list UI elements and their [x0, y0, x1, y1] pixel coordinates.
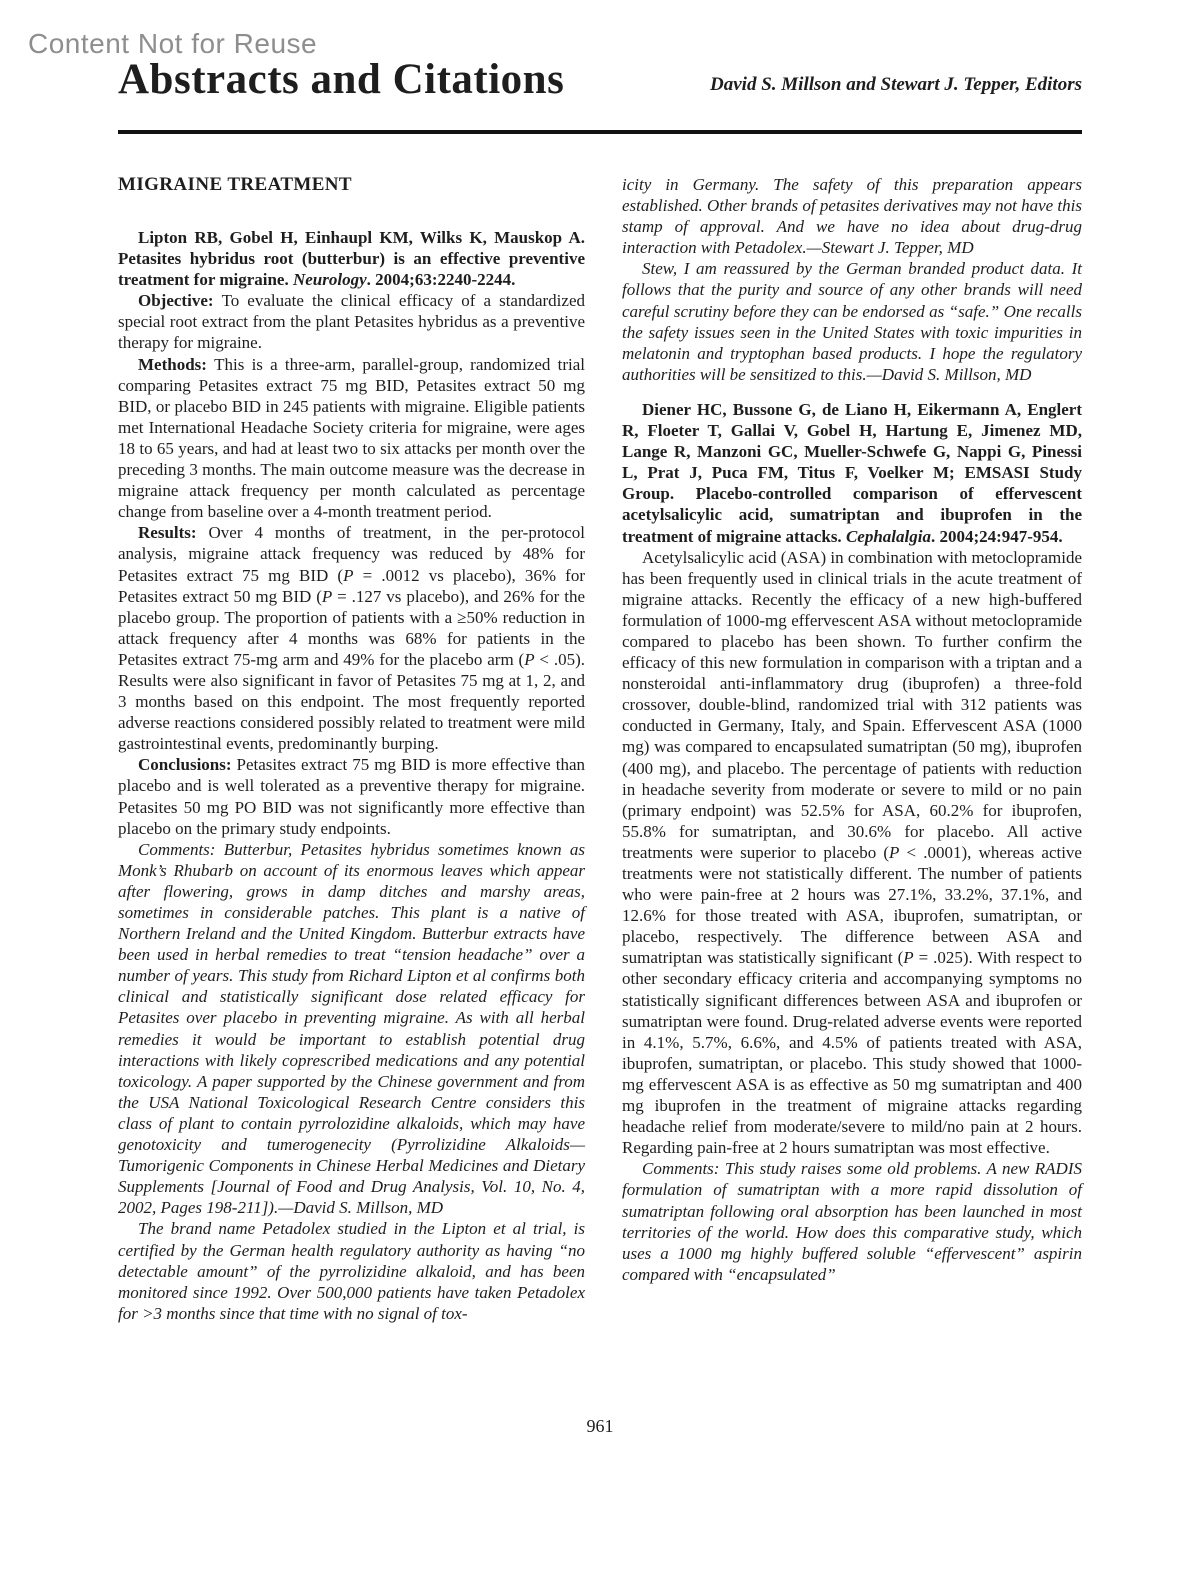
- objective-paragraph: Objective: To evaluate the clinical efficacy of a standardized special root extract from the plant Petasites hybridus as a preventive therapy for migraine.: [118, 291, 585, 353]
- citation-paragraph: Diener HC, Bussone G, de Liano H, Eikermann A, Englert R, Floeter T, Gallai V, Gobel H, Hartung E, Jimenez MD, Lange R, Manzoni GC, Mueller-Schwefe G, Nappi G, Pinessi L, Prat J, Puca FM, Titus F, Voelker M; EMSASI Study Group. Placebo-controlled comparison of effervescent acetylsalicylic acid, sumatriptan and ibuprofen in the treatment of migraine attacks. Cephalalgia. 2004;24:947-954.: [622, 399, 1082, 546]
- comments-paragraph: Stew, I am reassured by the German branded product data. It follows that the purity and source of any other brands will need careful scrutiny before they can be endorsed as “safe.” One recalls the safety issues seen in the United States with toxic impurities in melatonin and tryptophan based products. I hope the regulatory authorities will be sensitized to this.—David S. Millson, MD: [622, 259, 1082, 384]
- results-paragraph: Results: Over 4 months of treatment, in the per-protocol analysis, migraine attack frequency was reduced by 48% for Petasites extract 75 mg BID (P = .0012 vs placebo), 36% for Petasites extract 50 mg BID (P = .127 vs placebo), and 26% for the placebo group. The proportion of patients with a ≥50% reduction in attack frequency after 4 months was 68% for patients in the Petasites extract 75-mg arm and 49% for the placebo arm (P < .05). Results were also significant in favor of Petasites 75 mg at 1, 2, and 3 months based on this endpoint. The most frequently reported adverse reactions considered possibly related to treatment were mild gastrointestinal events, predominantly burping.: [118, 523, 586, 754]
- header-rule: [118, 130, 1082, 134]
- page-number: 961: [586, 1416, 614, 1436]
- citation-paragraph: Lipton RB, Gobel H, Einhaupl KM, Wilks K, Mauskop A. Petasites hybridus root (butterbur) is an effective preventive treatment for migraine. Neurology. 2004;63:2240-2244.: [118, 228, 585, 290]
- comments-paragraph: The brand name Petadolex studied in the Lipton et al trial, is certified by the German health regulatory authority as having “no detectable amount” of the pyrrolizidine alkaloid, and has been monitored since 1992. Over 500,000 patients have taken Petadolex for >3 months since that time with no signal of tox-: [118, 1219, 585, 1323]
- article-body: [118, 174, 1082, 1324]
- editors-credit: David S. Millson and Stewart J. Tepper, Editors: [710, 74, 1082, 96]
- comments-paragraph: Comments: Butterbur, Petasites hybridus sometimes known as Monk’s Rhubarb on account of its enormous leaves which appear after flowering, grows in damp ditches and marshy areas, sometimes in considerable patches. This plant is a native of Northern Ireland and the United Kingdom. Butterbur extracts have been used in herbal remedies to treat “tension headache” over a number of years. This study from Richard Lipton et al confirms both clinical and statistically significant dose related efficacy for Petasites over placebo in preventing migraine. As with all herbal remedies it would be important to establish potential drug interactions with likely coprescribed medications and any potential toxicology. A paper supported by the Chinese government and from the USA National Toxicological Research Centre considers this class of plant to contain pyrrolozidine alkaloids, which may have genotoxicity and tumerogenecity (Pyrrolizidine Alkaloids—Tumorigenic Components in Chinese Herbal Medicines and Dietary Supplements [Journal of Food and Drug Analysis, Vol. 10, No. 4, 2002, Pages 198-211]).—David S. Millson, MD: [118, 839, 585, 1218]
- comments-continuation-paragraph: icity in Germany. The safety of this preparation appears established. Other brands of petasites derivatives may not have this stamp of approval. And we have no idea about drug-drug interaction with Petadolex.—Stewart J. Tepper, MD: [622, 175, 1082, 258]
- comments-paragraph: Comments: This study raises some old problems. A new RADIS formulation of sumatriptan with a more rapid dissolution of sumatriptan following oral absorption has been launched in most territories of the world. How does this comparative study, which uses a 1000 mg highly buffered soluble “effervescent” aspirin compared with “encapsulated”: [622, 1159, 1082, 1284]
- page-title: Abstracts and Citations: [118, 56, 565, 103]
- page-header: [118, 56, 1082, 103]
- abstract-paragraph: Acetylsalicylic acid (ASA) in combination with metoclopramide has been frequently used in clinical trials in the acute treatment of migraine attacks. Recently the efficacy of a new high-buffered formulation of 1000-mg effervescent ASA without metoclopramide compared to placebo has been shown. To further confirm the efficacy of this new formulation in comparison with a triptan and a nonsteroidal anti-inflammatory drug (ibuprofen) a three-fold crossover, double-blind, randomized trial with 312 patients was conducted in Germany, Italy, and Spain. Effervescent ASA (1000 mg) was compared to encapsulated sumatriptan (50 mg), ibuprofen (400 mg), and placebo. The percentage of patients with reduction in headache severity from moderate or severe to mild or no pain (primary endpoint) was 52.5% for ASA, 60.2% for ibuprofen, 55.8% for sumatriptan, and 30.6% for placebo. All active treatments were superior to placebo (P < .0001), whereas active treatments were not statistically different. The number of patients who were pain-free at 2 hours was 27.1%, 33.2%, 37.1%, and 12.6% for those treated with ASA, ibuprofen, sumatriptan, or placebo, respectively. The difference between ASA and sumatriptan was statistically significant (P = .025). With respect to other secondary efficacy criteria and accompanying symptoms no statistically significant differences between ASA and ibuprofen or sumatriptan were found. Drug-related adverse events were reported in 4.1%, 5.7%, 6.6%, and 4.5% of patients treated with ASA, ibuprofen, sumatriptan, or placebo. This study showed that 1000-mg effervescent ASA is as effective as 50 mg sumatriptan and 400 mg ibuprofen in the treatment of migraine attacks regarding headache relief from moderate/severe to mild/no pain at 2 hours. Regarding pain-free at 2 hours sumatriptan was most effective.: [622, 547, 1082, 1158]
- column-left: [118, 174, 585, 1324]
- section-heading: MIGRAINE TREATMENT: [118, 174, 352, 195]
- conclusions-paragraph: Conclusions: Petasites extract 75 mg BID is more effective than placebo and is well tolerated as a preventive therapy for migraine. Petasites 50 mg PO BID was not significantly more effective than placebo on the primary study endpoints.: [118, 755, 585, 838]
- column-right: [622, 174, 1082, 1324]
- methods-paragraph: Methods: This is a three-arm, parallel-group, randomized trial comparing Petasites extract 75 mg BID, Petasites extract 50 mg BID, or placebo BID in 245 patients with migraine. Eligible patients met International Headache Society criteria for migraine, were ages 18 to 65 years, and had at least two to six attacks per month over the preceding 3 months. The main outcome measure was the decrease in migraine attack frequency per month calculated as percentage change from baseline over a 4-month treatment period.: [118, 354, 585, 522]
- watermark-text: Content Not for Reuse: [28, 28, 318, 59]
